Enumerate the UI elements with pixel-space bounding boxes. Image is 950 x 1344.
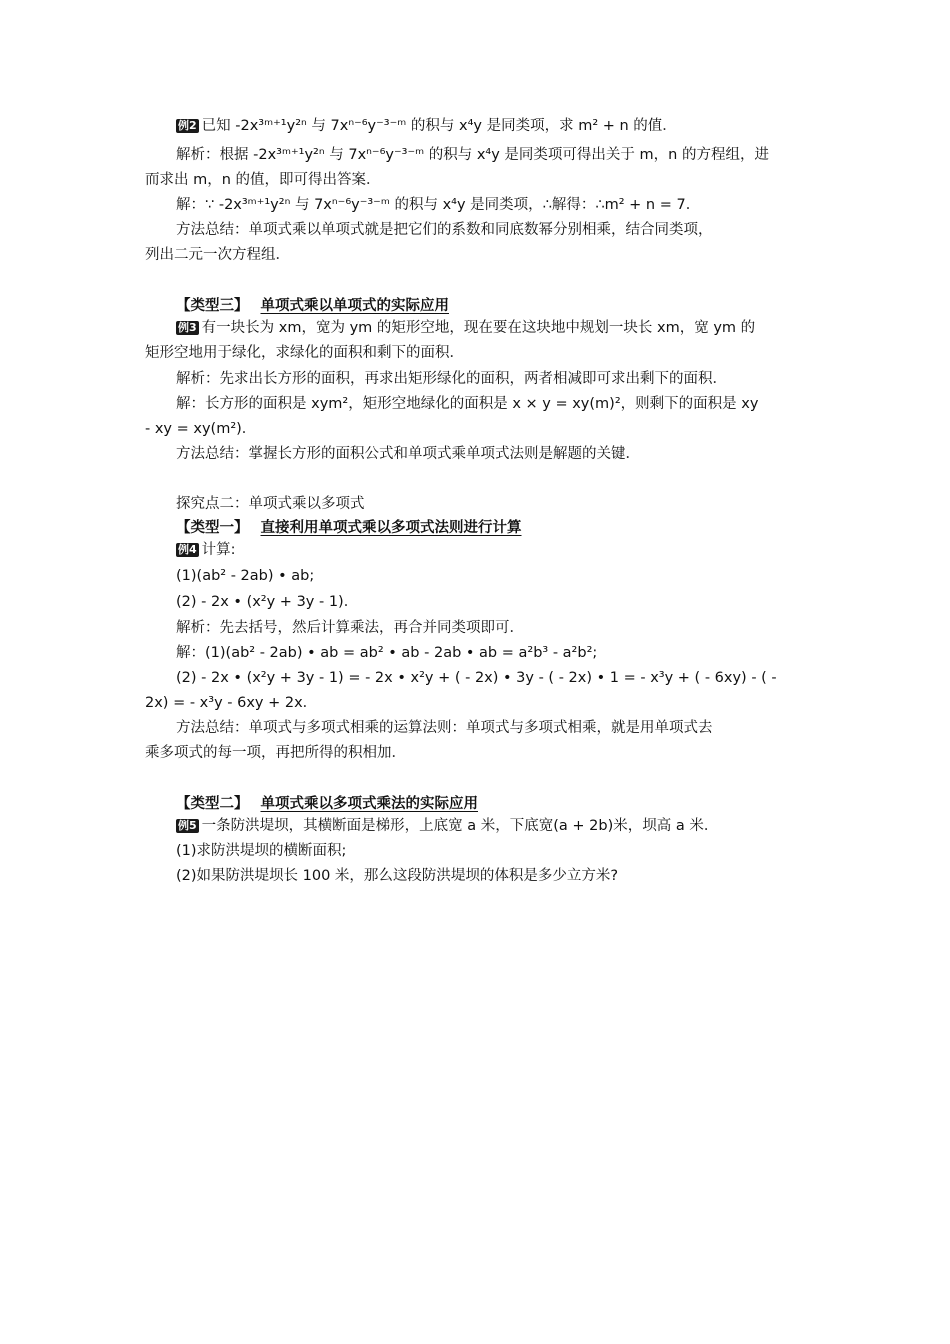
example5-item-1: (1)求防洪堤坝的横断面积; <box>176 843 347 859</box>
example2-analysis-2: 而求出 m，n 的值，即可得出答案． <box>145 172 381 188</box>
point2-title: 探究点二：单项式乘以多项式 <box>176 496 365 512</box>
example-badge: 例5 <box>178 819 197 832</box>
example3-question-line <box>176 318 755 338</box>
example2-method-1: 方法总结：单项式乘以单项式就是把它们的系数和同底数幂分别相乘，结合同类项， <box>176 222 713 238</box>
example-badge: 例4 <box>178 543 197 556</box>
example4-method-2: 乘多项式的每一项，再把所得的积相加． <box>145 745 406 761</box>
type1-heading <box>176 518 522 538</box>
example4-item-2: (2) - 2x • (x²y + 3y - 1)． <box>176 594 359 610</box>
example2-method-2: 列出二元一次方程组． <box>145 247 290 263</box>
example4-analysis: 解析：先去括号，然后计算乘法，再合并同类项即可． <box>176 620 524 636</box>
example4-solution-1: 解：(1)(ab² - 2ab) • ab = ab² • ab - 2ab • ab = a²b³ - a²b²; <box>176 645 598 661</box>
example3-solution-1: 解：长方形的面积是 xym²，矩形空地绿化的面积是 x × y = xy(m)²，则剩下的面积是 xy <box>176 396 759 412</box>
type1-title: 直接利用单项式乘以多项式法则进行计算 <box>260 520 522 536</box>
example2-solution: 解：∵ -2x³ᵐ⁺¹y²ⁿ 与 7xⁿ⁻⁶y⁻³⁻ᵐ 的积与 x⁴y 是同类项，∴解得：∴m² + n = 7． <box>176 197 701 213</box>
example5-question: 一条防洪堤坝，其横断面是梯形，上底宽 a 米，下底宽(a + 2b)米，坝高 a 米． <box>201 818 719 834</box>
example2-question: 已知 -2x³ᵐ⁺¹y²ⁿ 与 7xⁿ⁻⁶y⁻³⁻ᵐ 的积与 x⁴y 是同类项，求 m² + n 的值． <box>201 118 677 134</box>
type2-title: 单项式乘以多项式乘法的实际应用 <box>260 796 478 812</box>
type1-prefix: 【类型一】 <box>176 520 249 536</box>
example4-question: 计算: <box>201 542 236 558</box>
example-badge: 例2 <box>178 119 197 132</box>
example4-question-line <box>176 540 236 560</box>
example4-solution-2: (2) - 2x • (x²y + 3y - 1) = - 2x • x²y + ( - 2x) • 3y - ( - 2x) • 1 = - x³y + ( - 6xy) - ( - <box>176 670 777 686</box>
example-badge: 例3 <box>178 321 197 334</box>
example2-question-line <box>176 116 677 136</box>
example4-method-1: 方法总结：单项式与多项式相乘的运算法则：单项式与多项式相乘，就是用单项式去 <box>176 720 713 736</box>
example5-item-2: (2)如果防洪堤坝长 100 米，那么这段防洪堤坝的体积是多少立方米? <box>176 868 619 884</box>
type2-heading <box>176 794 478 814</box>
type3-prefix: 【类型三】 <box>176 298 249 314</box>
type2-prefix: 【类型二】 <box>176 796 249 812</box>
example2-analysis-1: 解析：根据 -2x³ᵐ⁺¹y²ⁿ 与 7xⁿ⁻⁶y⁻³⁻ᵐ 的积与 x⁴y 是同类项可得出关于 m，n 的方程组，进 <box>176 147 769 163</box>
example5-question-line <box>176 816 718 836</box>
type3-title: 单项式乘以单项式的实际应用 <box>260 298 449 314</box>
example3-method: 方法总结：掌握长方形的面积公式和单项式乘单项式法则是解题的关键． <box>176 446 640 462</box>
example4-item-1: (1)(ab² - 2ab) • ab; <box>176 568 315 584</box>
example3-analysis: 解析：先求出长方形的面积，再求出矩形绿化的面积，两者相减即可求出剩下的面积． <box>176 371 727 387</box>
example4-solution-3: 2x) = - x³y - 6xy + 2x． <box>145 695 318 711</box>
example3-solution-2: - xy = xy(m²)． <box>145 421 257 437</box>
example3-question-1: 有一块长为 xm，宽为 ym 的矩形空地，现在要在这块地中规划一块长 xm，宽 ym 的 <box>201 320 756 336</box>
example3-question-2: 矩形空地用于绿化，求绿化的面积和剩下的面积． <box>145 345 464 361</box>
type3-heading <box>176 296 449 316</box>
